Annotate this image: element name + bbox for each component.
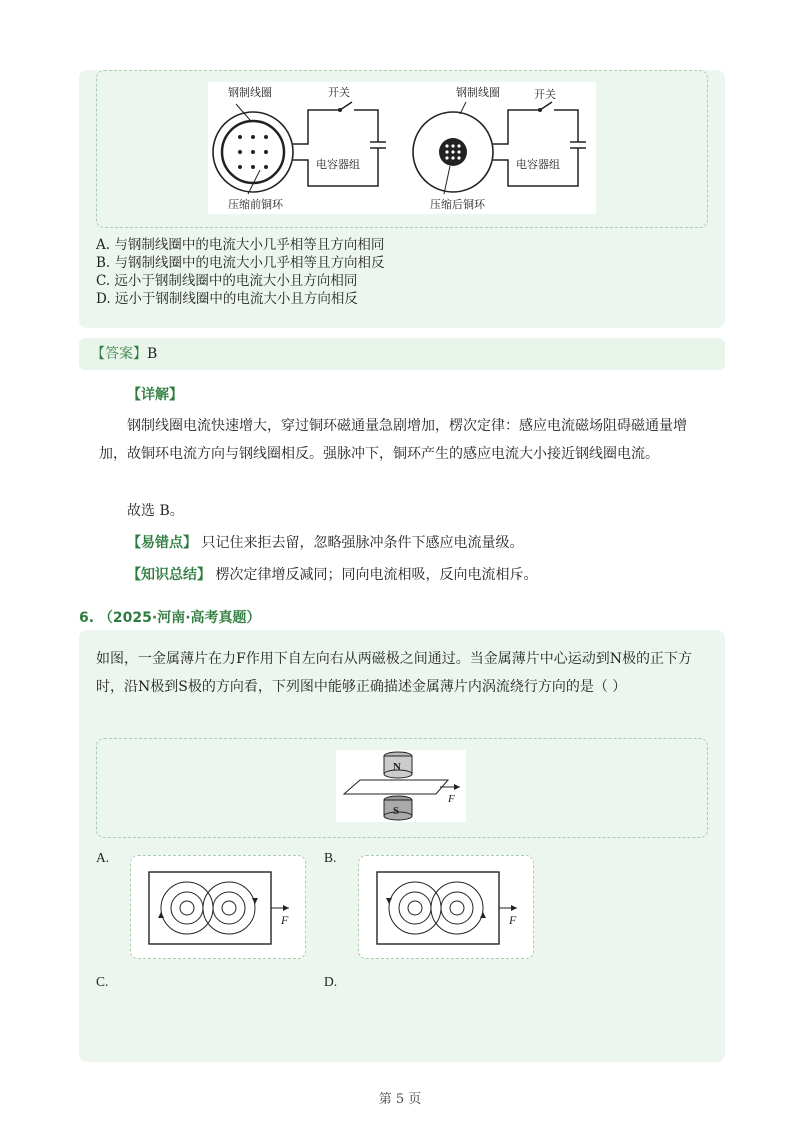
option-a-force-label: F	[281, 913, 289, 927]
left-ring-label: 压缩前铜环	[228, 198, 283, 211]
option-a[interactable]: A. 与钢制线圈中的电流大小几乎相等且方向相同	[96, 237, 385, 253]
option-list	[96, 236, 385, 308]
mistake-text: 只记住来拒去留，忽略强脉冲条件下感应电流量级。	[201, 535, 524, 551]
option-d-label[interactable]: D.	[324, 974, 338, 989]
option-a-label[interactable]: A.	[96, 850, 110, 865]
page-number: 第 5 页	[378, 1092, 422, 1107]
summary-tag: 【知识总结】	[127, 567, 211, 583]
answer-value: B	[147, 346, 158, 362]
option-b-label[interactable]: B.	[324, 850, 337, 865]
right-coil-diagram	[413, 85, 586, 211]
left-capacitor-label: 电容器组	[316, 158, 360, 171]
option-b-force-label: F	[509, 913, 517, 927]
option-b[interactable]: B. 与钢制线圈中的电流大小几乎相等且方向相反	[96, 255, 385, 271]
summary-text: 楞次定律增反减同；同向电流相吸，反向电流相斥。	[215, 567, 538, 583]
question-6-header: 6. （2025·河南·高考真题）	[79, 610, 261, 626]
option-b-figure[interactable]	[358, 855, 534, 959]
option-d[interactable]: D. 远小于钢制线圈中的电流大小且方向相反	[96, 291, 358, 307]
option-c-label[interactable]: C.	[96, 974, 109, 989]
choice-line: 故选 B。	[127, 503, 184, 519]
force-label: F	[448, 793, 455, 805]
right-coil-label: 钢制线圈	[456, 86, 500, 99]
answer-bar	[79, 338, 725, 370]
s-pole-label: S	[393, 805, 400, 817]
left-coil-label: 钢制线圈	[228, 86, 272, 99]
question-6-text: 如图，一金属薄片在力F作用下自左向右从两磁极之间通过。当金属薄片中心运动到N极的正下方时，沿N极到S极的方向看，下列图中能够正确描述金属薄片内涡流绕行方向的是（ ）	[96, 651, 692, 695]
right-capacitor-label: 电容器组	[516, 158, 560, 171]
coil-ring-figure	[208, 82, 596, 214]
answer-tag: 【答案】	[91, 346, 147, 362]
n-pole-label: N	[393, 761, 401, 773]
left-switch-label: 开关	[328, 86, 350, 99]
mistake-line	[127, 532, 523, 552]
left-coil-diagram	[213, 85, 386, 211]
right-switch-label: 开关	[534, 88, 556, 101]
mistake-tag: 【易错点】	[127, 535, 197, 551]
option-c[interactable]: C. 远小于钢制线圈中的电流大小且方向相同	[96, 273, 358, 289]
detail-text: 钢制线圈电流快速增大，穿过铜环磁通量急剧增加，楞次定律：感应电流磁场阻碍磁通量增加，故铜环电流方向与钢线圈相反。强脉冲下，铜环产生的感应电流大小接近钢线圈电流。	[99, 418, 687, 462]
magnet-figure	[336, 750, 466, 822]
summary-line	[127, 564, 537, 584]
option-a-figure[interactable]	[130, 855, 306, 959]
detail-title: 【详解】	[127, 387, 183, 403]
right-ring-label: 压缩后铜环	[430, 198, 485, 211]
